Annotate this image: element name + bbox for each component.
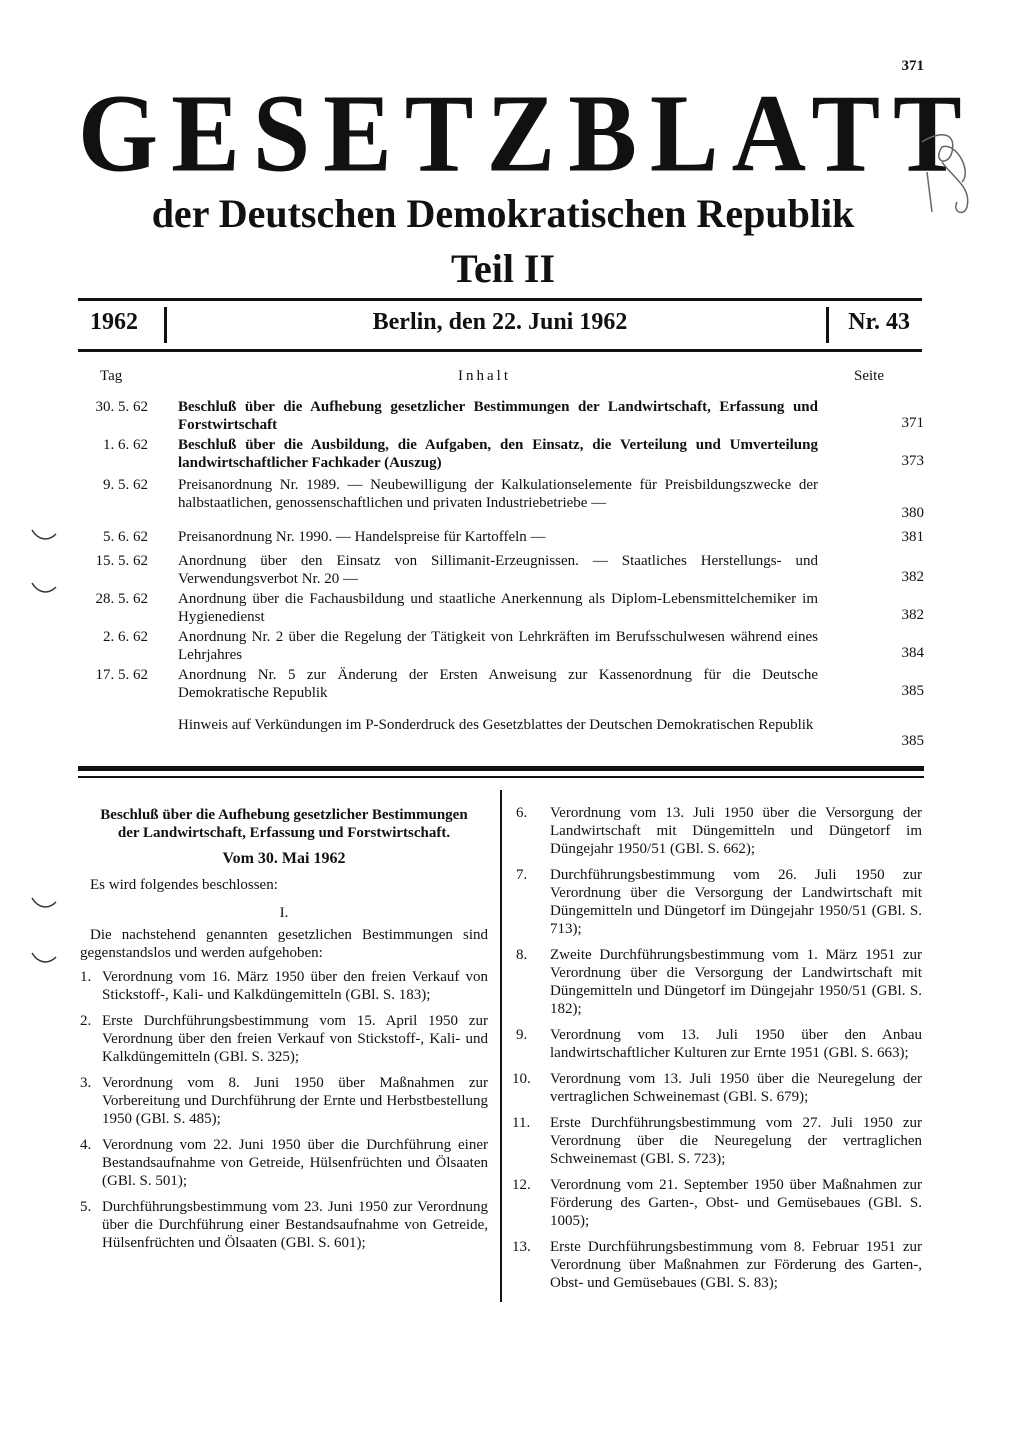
list-item-number: 8.: [516, 947, 528, 963]
list-item-text: Erste Durchführungsbestimmung vom 27. Juli 1950 zur Verordnung über die Neuregelung der vertraglichen Schweinemast (GBl. S. 723);: [550, 1115, 922, 1167]
toc-entry: [78, 528, 924, 548]
toc-entry: [78, 590, 924, 626]
toc-entry-title: Anordnung Nr. 5 zur Änderung der Ersten Anweisung zur Kassenordnung für die Deutsche Demokratische Republik: [178, 667, 818, 701]
toc-header-content: Inhalt: [458, 368, 511, 384]
toc-entry-page: 382: [901, 607, 924, 623]
list-item: [512, 1070, 922, 1106]
list-item-number: 12.: [512, 1177, 531, 1193]
margin-check-mark: [30, 890, 58, 912]
list-item-text: Erste Durchführungsbestimmung vom 15. April 1950 zur Verordnung über den freien Verkauf von Stickstoff-, Kali- und Kalkdüngemitteln (GBl. S. 325);: [102, 1013, 488, 1065]
toc-entry: [78, 628, 924, 664]
margin-check-mark: [30, 575, 58, 597]
toc-entry-page: 382: [901, 569, 924, 585]
toc-entry-date: 17. 5. 62: [95, 667, 148, 683]
toc-entry-title: Anordnung über die Fachausbildung und staatliche Anerkennung als Diplom-Lebensmittelchemiker im Hygienedienst: [178, 591, 818, 625]
list-item-text: Verordnung vom 22. Juni 1950 über die Durchführung einer Bestandsaufnahme von Getreide, Hülsenfrüchten und Ölsaaten (GBl. S. 501);: [102, 1137, 488, 1189]
toc-entry-title: Beschluß über die Ausbildung, die Aufgaben, den Einsatz, die Verteilung und Umverteilung landwirtschaftlicher Fachkader (Auszug): [178, 437, 818, 471]
toc-entry: [78, 552, 924, 588]
list-item: [512, 1114, 922, 1168]
list-item: [512, 866, 922, 938]
toc-entry-title: Beschluß über die Aufhebung gesetzlicher Bestimmungen der Landwirtschaft, Erfassung und Forstwirtschaft: [178, 399, 818, 433]
list-item-text: Durchführungsbestimmung vom 23. Juni 1950 zur Verordnung über die Durchführung einer Bestandsaufnahme von Getreide, Hülsenfrüchten und Ölsaaten (GBl. S. 601);: [102, 1199, 488, 1251]
toc-entry-date: 1. 6. 62: [103, 437, 148, 453]
toc-entry-page: 380: [901, 505, 924, 521]
toc-entry-date: 30. 5. 62: [95, 399, 148, 415]
masthead-subtitle: der Deutschen Demokratischen Republik: [151, 191, 855, 236]
toc-entry-date: 2. 6. 62: [103, 629, 148, 645]
toc-entry-title: Preisanordnung Nr. 1990. — Handelspreise für Kartoffeln —: [178, 529, 546, 545]
toc-entry-date: 5. 6. 62: [103, 529, 148, 545]
list-item-text: Erste Durchführungsbestimmung vom 8. Februar 1951 zur Verordnung über Maßnahmen zur Förderung des Garten-, Obst- und Gemüsebaues (GBl. S. 83);: [550, 1239, 922, 1291]
toc-entry: [78, 436, 924, 472]
toc-entry-page: 385: [901, 733, 924, 749]
issue-place-date: Berlin, den 22. Juni 1962: [372, 309, 628, 335]
toc-entry: [78, 476, 924, 532]
list-item-text: Verordnung vom 13. Juli 1950 über die Versorgung der Landwirtschaft mit Düngemitteln und Düngetorf im Düngejahr 1950/51 (GBl. S. 662);: [550, 805, 922, 857]
list-item: [512, 1176, 922, 1230]
section-text: Die nachstehend genannten gesetzlichen Bestimmungen sind gegenstandslos und werden aufgehoben:: [80, 927, 488, 961]
decree-date: Vom 30. Mai 1962: [222, 850, 346, 867]
page-number: 371: [901, 58, 924, 74]
margin-check-mark: [30, 522, 58, 544]
list-item: [512, 946, 922, 1018]
list-item-number: 13.: [512, 1239, 531, 1255]
list-item-text: Verordnung vom 8. Juni 1950 über Maßnahmen zur Vorbereitung und Durchführung der Ernte und Herbstbestellung 1950 (GBl. S. 485);: [102, 1075, 488, 1127]
list-item-text: Verordnung vom 13. Juli 1950 über den Anbau landwirtschaftlicher Kulturen zur Ernte 1951 (GBl. S. 663);: [550, 1027, 922, 1061]
list-item-text: Durchführungsbestimmung vom 26. Juli 1950 zur Verordnung über die Versorgung der Landwirtschaft mit Düngemitteln und Düngetorf im Düngejahr 1950/51 (GBl. S. 713);: [550, 867, 922, 937]
margin-check-mark: [30, 945, 58, 967]
issue-number: Nr. 43: [848, 309, 910, 335]
list-item-number: 9.: [516, 1027, 528, 1043]
list-item: [80, 1136, 488, 1190]
toc-entry-title: Hinweis auf Verkündungen im P-Sonderdruck des Gesetzblattes der Deutschen Demokratischen Republik: [178, 717, 814, 733]
left-column: [80, 806, 488, 1260]
toc-entry-title: Anordnung Nr. 2 über die Regelung der Tätigkeit von Lehrkräften im Berufsschulwesen während eines Lehrjahres: [178, 629, 818, 663]
list-item-number: 6.: [516, 805, 528, 821]
handwritten-signature-mark: [912, 112, 992, 222]
toc-entry: [78, 398, 924, 434]
list-item-text: Verordnung vom 16. März 1950 über den freien Verkauf von Stickstoff-, Kali- und Kalkdüngemitteln (GBl. S. 183);: [102, 969, 488, 1003]
toc-entry-page: 373: [901, 453, 924, 469]
list-item-number: 11.: [512, 1115, 531, 1131]
toc-entry-page: 384: [901, 645, 924, 661]
list-item: [512, 1238, 922, 1292]
issue-bar: [78, 298, 922, 352]
column-divider: [500, 790, 502, 1302]
toc-header-day: Tag: [100, 368, 123, 384]
section-divider: [78, 776, 924, 778]
list-item-number: 7.: [516, 867, 528, 883]
issue-divider: [826, 307, 829, 343]
toc-entry: [78, 716, 924, 752]
section-divider: [78, 766, 924, 771]
masthead-part: Teil II: [450, 246, 556, 291]
list-item: [512, 804, 922, 858]
toc-entry-title: Preisanordnung Nr. 1989. — Neubewilligung der Kalkulationselemente für Preisbildungszwecke der halbstaatlichen, genossenschaftlichen und privaten Industriebetriebe —: [178, 477, 818, 511]
list-item-number: 1.: [80, 969, 92, 985]
list-item-number: 3.: [80, 1075, 92, 1091]
masthead-title: GESETZBLATT: [78, 72, 975, 196]
toc-entry-date: 15. 5. 62: [95, 553, 148, 569]
decree-title: Beschluß über die Aufhebung gesetzlicher Bestimmungen der Landwirtschaft, Erfassung und Forstwirtschaft.: [100, 807, 468, 841]
list-item-number: 10.: [512, 1071, 531, 1087]
list-item: [80, 1012, 488, 1066]
toc-entry: [78, 666, 924, 702]
list-item-text: Verordnung vom 13. Juli 1950 über die Neuregelung der vertraglichen Schweinemast (GBl. S. 679);: [550, 1071, 922, 1105]
list-item: [80, 968, 488, 1004]
toc-entry-page: 371: [901, 415, 924, 431]
decree-intro: Es wird folgendes beschlossen:: [90, 877, 278, 893]
list-item: [512, 1026, 922, 1062]
issue-year: 1962: [90, 309, 138, 335]
toc-header-page: Seite: [854, 368, 884, 384]
right-column: [512, 804, 922, 1300]
toc-entry-date: 28. 5. 62: [95, 591, 148, 607]
toc-entry-date: 9. 5. 62: [103, 477, 148, 493]
toc-entry-page: 385: [901, 683, 924, 699]
list-item: [80, 1198, 488, 1252]
list-item: [80, 1074, 488, 1128]
list-item-number: 2.: [80, 1013, 92, 1029]
list-item-text: Verordnung vom 21. September 1950 über Maßnahmen zur Förderung des Garten-, Obst- und Gemüsebaues (GBl. S. 1005);: [550, 1177, 922, 1229]
toc-entry-title: Anordnung über den Einsatz von Sillimanit-Erzeugnissen. — Staatliches Herstellungs- und Verwendungsverbot Nr. 20 —: [178, 553, 818, 587]
list-item-number: 4.: [80, 1137, 92, 1153]
toc-entry-page: 381: [901, 529, 924, 545]
section-number: I.: [279, 905, 289, 921]
list-item-number: 5.: [80, 1199, 92, 1215]
list-item-text: Zweite Durchführungsbestimmung vom 1. März 1951 zur Verordnung über die Versorgung der Landwirtschaft mit Düngemitteln und Düngetorf im Düngejahr 1950/51 (GBl. S. 182);: [550, 947, 922, 1017]
